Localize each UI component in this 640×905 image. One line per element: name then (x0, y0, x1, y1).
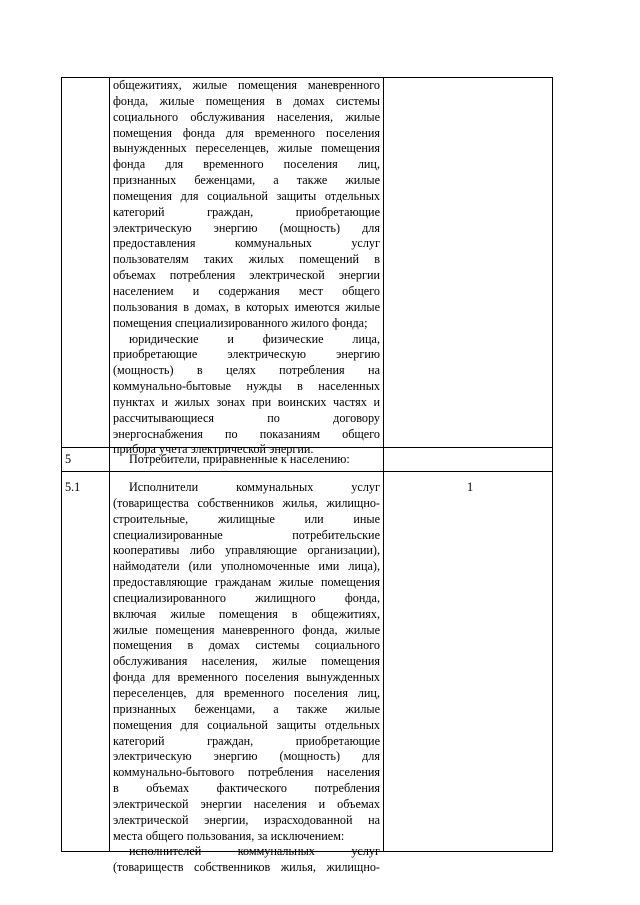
text-line: энергоснабжения по показаниям общего (113, 426, 380, 441)
text-line: в объемах фактического потребления (113, 781, 380, 796)
text-line: строительные, жилищные или иные (113, 511, 380, 526)
text-line: общежитиях, жилые помещения маневренного (113, 78, 380, 92)
text-line: места общего пользования, за исключением: (113, 828, 345, 843)
text-line: исполнителей коммунальных услуг (129, 844, 380, 859)
text-line: специализированные потребительские (113, 527, 380, 542)
row-5-heading: Потребители, приравненные к населению: (129, 452, 350, 466)
text-line: категорий граждан, приобретающие (113, 733, 380, 748)
row-5-1-description (113, 480, 380, 876)
text-line: электрической энергии населения и объемах (113, 796, 380, 811)
text-line: (товарищества собственников жилья, жилищно- (113, 495, 380, 510)
text-line: приобретающие электрическую энергию (113, 347, 380, 362)
text-line: объемах потребления электрической энергии (113, 268, 380, 283)
text-line: социального обслуживания населения, жилые (113, 109, 380, 124)
tariff-table (61, 77, 553, 875)
text-line: коммунально-бытового потребления населения (113, 765, 380, 780)
text-line: (товариществ собственников жилья, жилищно- (113, 860, 380, 875)
text-line: переселенцев, для временного поселения лиц, (113, 685, 380, 700)
text-line: обслуживания населения, жилые помещения (113, 654, 380, 669)
text-line: фонда для временного поселения лиц, (113, 157, 380, 172)
text-line: помещения специализированного жилого фонда; (113, 315, 368, 330)
text-line: пунктах и жилых зонах при воинских частях и (113, 394, 380, 409)
column-divider-2 (383, 78, 384, 851)
row-5-1-number: 5.1 (65, 480, 81, 494)
text-line: коммунально-бытовые нужды в населенных (113, 379, 380, 394)
text-line: категорий граждан, приобретающие (113, 204, 380, 219)
text-line: помещения в домах системы социального (113, 638, 380, 653)
text-line: фонда для временного поселения вынужденных (113, 670, 380, 685)
text-line: признанных беженцами, а также жилые (113, 173, 380, 188)
text-line: (мощность) в целях потребления на (113, 363, 380, 378)
text-line: помещения фонда для временного поселения (113, 125, 380, 140)
text-line: помещения для социальной защиты отдельных (113, 188, 380, 203)
text-line: вынужденных переселенцев, жилые помещения (113, 141, 380, 156)
text-line: предоставления коммунальных услуг (113, 236, 380, 251)
text-line: кооперативы либо управляющие организации), (113, 543, 380, 558)
text-line: жилые помещения маневренного фонда, жилые (113, 622, 380, 637)
text-line: Исполнители коммунальных услуг (129, 480, 380, 494)
text-line: электрическую энергию (мощность) для (113, 749, 380, 764)
column-divider-1 (109, 78, 110, 851)
text-line: электрическую энергию (мощность) для (113, 220, 380, 235)
row-5-number: 5 (65, 452, 72, 466)
text-line: наймодатели (или уполномоченные ими лица), (113, 559, 380, 574)
text-line: населением и содержания мест общего (113, 283, 380, 298)
text-line: специализированного жилищного фонда, (113, 590, 380, 605)
text-line: прибора учета электрической энергии. (113, 442, 314, 457)
text-line: пользователям таких жилых помещений в (113, 252, 380, 267)
text-line: признанных беженцами, а также жилые (113, 701, 380, 716)
row-5-1-code: 1 (467, 480, 474, 494)
text-line: фонда, жилые помещения в домах системы (113, 93, 380, 108)
text-line: электрической энергии, израсходованной на (113, 812, 380, 827)
continuation-cell-text (113, 78, 380, 458)
text-line: помещения для социальной защиты отдельных (113, 717, 380, 732)
text-line: пользования в домах, в которых имеются жилые (113, 299, 380, 314)
row-divider-2 (62, 471, 552, 472)
text-line: юридические и физические лица, (129, 331, 380, 346)
text-line: рассчитывающиеся по договору (113, 410, 380, 425)
text-line: включая жилые помещения в общежитиях, (113, 606, 380, 621)
text-line: предоставляющие гражданам жилые помещения (113, 575, 380, 590)
